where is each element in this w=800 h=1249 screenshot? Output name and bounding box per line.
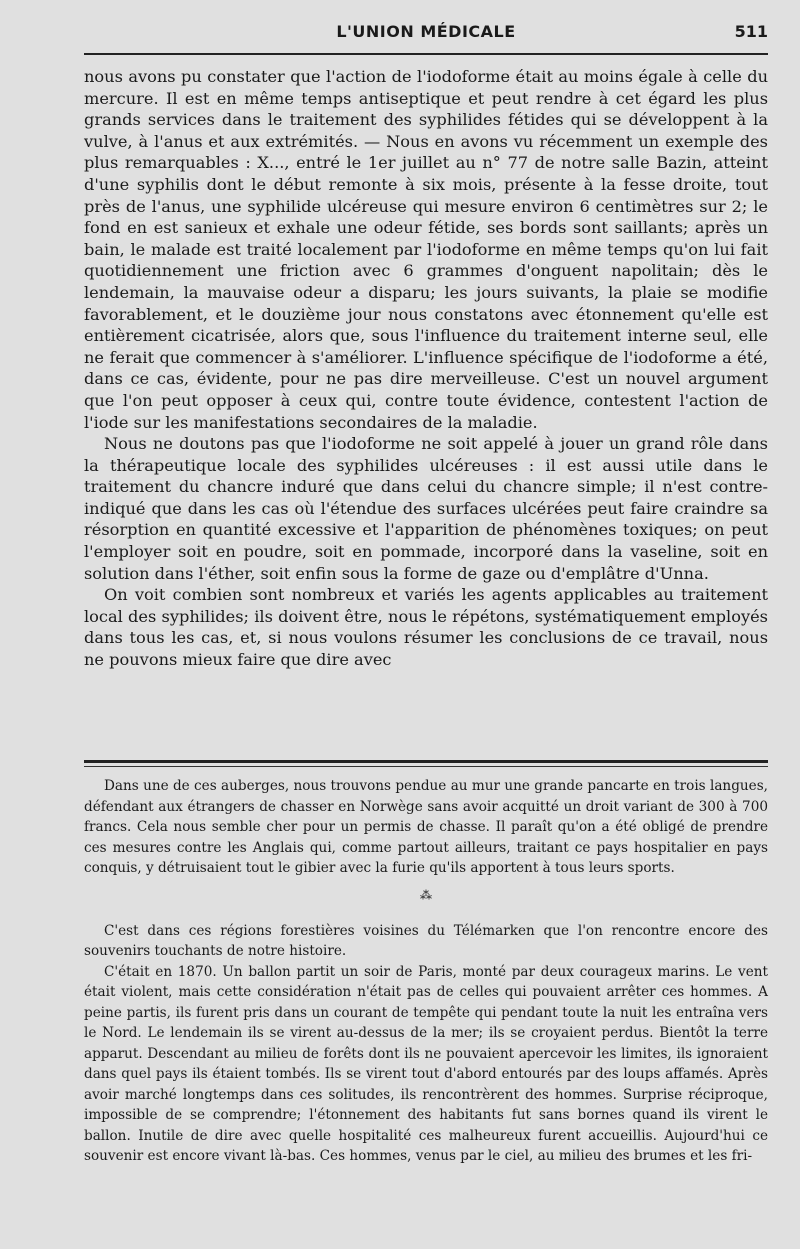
footnote-paragraph: Dans une de ces auberges, nous trouvons pendue au mur une grande pancarte en trois langues, défendant aux étrangers de chasser en Norwège sans avoir acquitté un droit variant de 300 à 700 francs. Cela nous semble cher pour un permis de chasse. Il paraît qu'on a été obligé de prendre ces mesures contre les Anglais qui, comme partout ailleurs, traitant ce pays hospitalier en pays conquis, y détruisaient tout le gibier avec la furie qu'ils apportent à tous leurs sports. xyxy=(84,778,768,876)
body-paragraph: On voit combien sont nombreux et variés les agents applicables au traitement local des syphilides; ils doivent être, nous le répétons, systématiquement employés dans tous les cas, et, si nous voulons résumer les conclusions de ce travail, nous ne pouvons mieux faire que dire avec xyxy=(84,585,768,670)
main-text xyxy=(84,66,768,671)
footnote-paragraph: C'est dans ces régions forestières voisines du Télémarken que l'on rencontre encore des souvenirs touchants de notre histoire. xyxy=(84,922,768,959)
footnote-rule-thin xyxy=(84,766,768,767)
footnote-block xyxy=(84,776,768,1167)
asterism-divider: ⁂ xyxy=(420,887,432,902)
body-paragraph: Nous ne doutons pas que l'iodoforme ne soit appelé à jouer un grand rôle dans la thérapeutique locale des syphilides ulcéreuses : il est aussi utile dans le traitement du chancre induré que dans celui du chancre simple; il n'est contre-indiqué que dans les cas où l'étendue des surfaces ulcérées peut faire craindre sa résorption en quantité excessive et l'apparition de phénomènes toxiques; on peut l'employer soit en poudre, soit en pommade, incorporé dans la vaseline, soit en solution dans l'éther, soit enfin sous la forme de gaze ou d'emplâtre d'Unna. xyxy=(84,434,768,583)
footnote-paragraph: C'était en 1870. Un ballon partit un soir de Paris, monté par deux courageux marins. Le vent était violent, mais cette considération n'était pas de celles qui pouvaient arrêter ces hommes. A peine partis, ils furent pris dans un courant de tempête qui pendant toute la nuit les entraîna vers le Nord. Le lendemain ils se virent au-dessus de la mer; ils se croyaient perdus. Bientôt la terre apparut. Descendant au milieu de forêts dont ils ne pouvaient apercevoir les limites, ils ignoraient dans quel pays ils étaient tombés. Ils se virent tout d'abord entourés par des loups affamés. Après avoir marché longtemps dans ces solitudes, ils rencontrèrent des hommes. Surprise réciproque, impossible de se comprendre; l'étonnement des habitants fut sans bornes quand ils virent le ballon. Inutile de dire avec quelle hospitalité ces malheureux furent accueillis. Aujourd'hui ce souvenir est encore vivant là-bas. Ces hommes, venus par le ciel, au milieu des brumes et les fri- xyxy=(84,963,768,1164)
page-header xyxy=(84,20,768,50)
page-number: 511 xyxy=(734,22,768,41)
running-title: L'UNION MÉDICALE xyxy=(336,22,516,41)
body-paragraph: nous avons pu constater que l'action de l'iodoforme était au moins égale à celle du mercure. Il est en même temps antiseptique et peut rendre à cet égard les plus grands services dans le traitement des syphilides fétides qui se développent à la vulve, à l'anus et aux extrémités. — Nous en avons vu récemment un exemple des plus remarquables : X..., entré le 1er juillet au n° 77 de notre salle Bazin, atteint d'une syphilis dont le début remonte à six mois, présente à la fesse droite, tout près de l'anus, une syphilide ulcéreuse qui mesure environ 6 centimètres sur 2; le fond en est sanieux et exhale une odeur fétide, ses bords sont saillants; après un bain, le malade est traité localement par l'iodoforme en même temps qu'on lui fait quotidiennement une friction avec 6 grammes d'onguent napolitain; dès le lendemain, la mauvaise odeur a disparu; les jours suivants, la plaie se modifie favorablement, et le douzième jour nous constatons avec étonnement qu'elle est entièrement cicatrisée, alors que, sous l'influence du traitement interne seul, elle ne ferait que commencer à s'améliorer. L'influence spécifique de l'iodoforme a été, dans ce cas, évidente, pour ne pas dire merveilleuse. C'est un nouvel argument que l'on peut opposer à ceux qui, contre toute évidence, contestent l'action de l'iode sur les manifestations secondaires de la maladie. xyxy=(84,67,768,432)
header-rule xyxy=(84,53,768,55)
footnote-rule-thick xyxy=(84,760,768,763)
